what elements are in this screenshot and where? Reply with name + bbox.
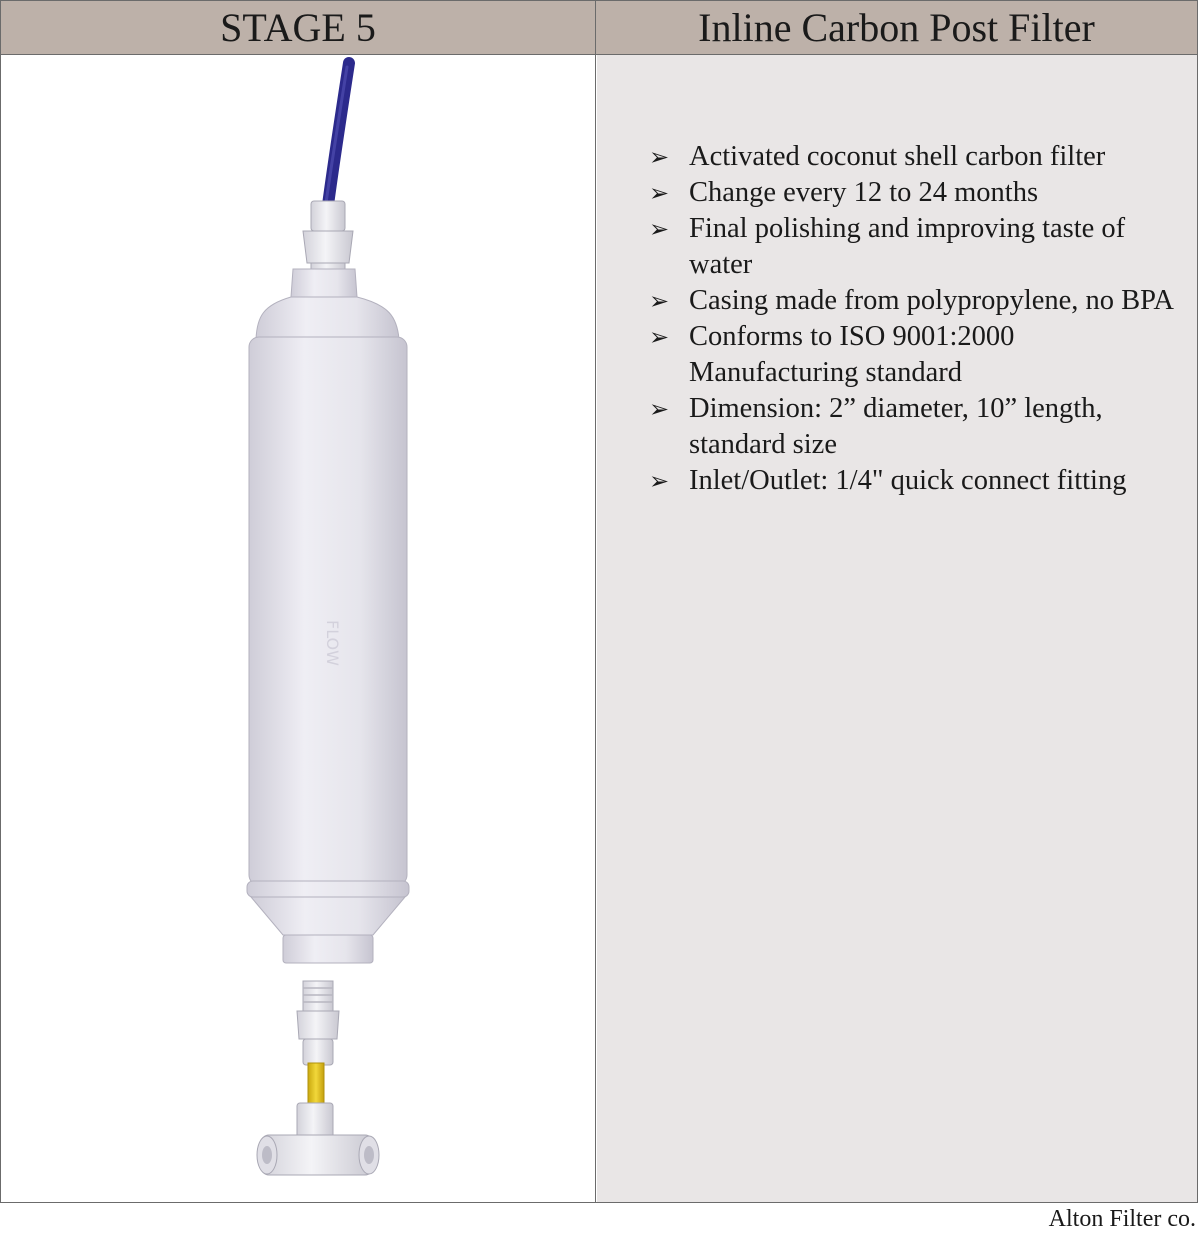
arrow-bullet-icon: ➢ <box>649 323 670 351</box>
arrow-bullet-icon: ➢ <box>649 395 670 423</box>
feature-item <box>649 211 1179 283</box>
product-title: Inline Carbon Post Filter <box>698 4 1095 50</box>
feature-text: Final polishing and improving taste of water <box>689 213 1126 280</box>
features-panel <box>597 55 1197 1202</box>
arrow-bullet-icon: ➢ <box>649 179 670 207</box>
feature-item <box>649 391 1179 463</box>
arrow-bullet-icon: ➢ <box>649 143 670 171</box>
arrow-bullet-icon: ➢ <box>649 467 670 495</box>
bottom-fitting <box>297 981 339 1065</box>
tee-fitting <box>257 1103 379 1175</box>
feature-text: Casing made from polypropylene, no BPA <box>689 285 1174 316</box>
svg-text:FLOW: FLOW <box>323 620 342 666</box>
filter-housing <box>247 269 409 963</box>
feature-text: Conforms to ISO 9001:2000 Manufacturing standard <box>689 321 1015 388</box>
arrow-bullet-icon: ➢ <box>649 215 670 243</box>
header-row <box>1 1 1197 55</box>
company-credit: Alton Filter co. <box>1048 1206 1196 1232</box>
feature-list <box>649 139 1179 499</box>
feature-item <box>649 283 1179 319</box>
arrow-bullet-icon: ➢ <box>649 287 670 315</box>
inline-carbon-filter-illustration <box>1 55 595 1202</box>
feature-text: Activated coconut shell carbon filter <box>689 141 1106 172</box>
blue-tubing <box>328 63 349 205</box>
feature-item <box>649 139 1179 175</box>
feature-text: Change every 12 to 24 months <box>689 177 1039 208</box>
stage-label: STAGE 5 <box>1 1 596 54</box>
feature-item <box>649 175 1179 211</box>
feature-item <box>649 463 1179 499</box>
feature-text: Dimension: 2” diameter, 10” length, standard size <box>689 393 1103 460</box>
feature-item <box>649 319 1179 391</box>
feature-text: Inlet/Outlet: 1/4" quick connect fitting <box>689 465 1127 496</box>
product-image-panel <box>1 55 596 1202</box>
